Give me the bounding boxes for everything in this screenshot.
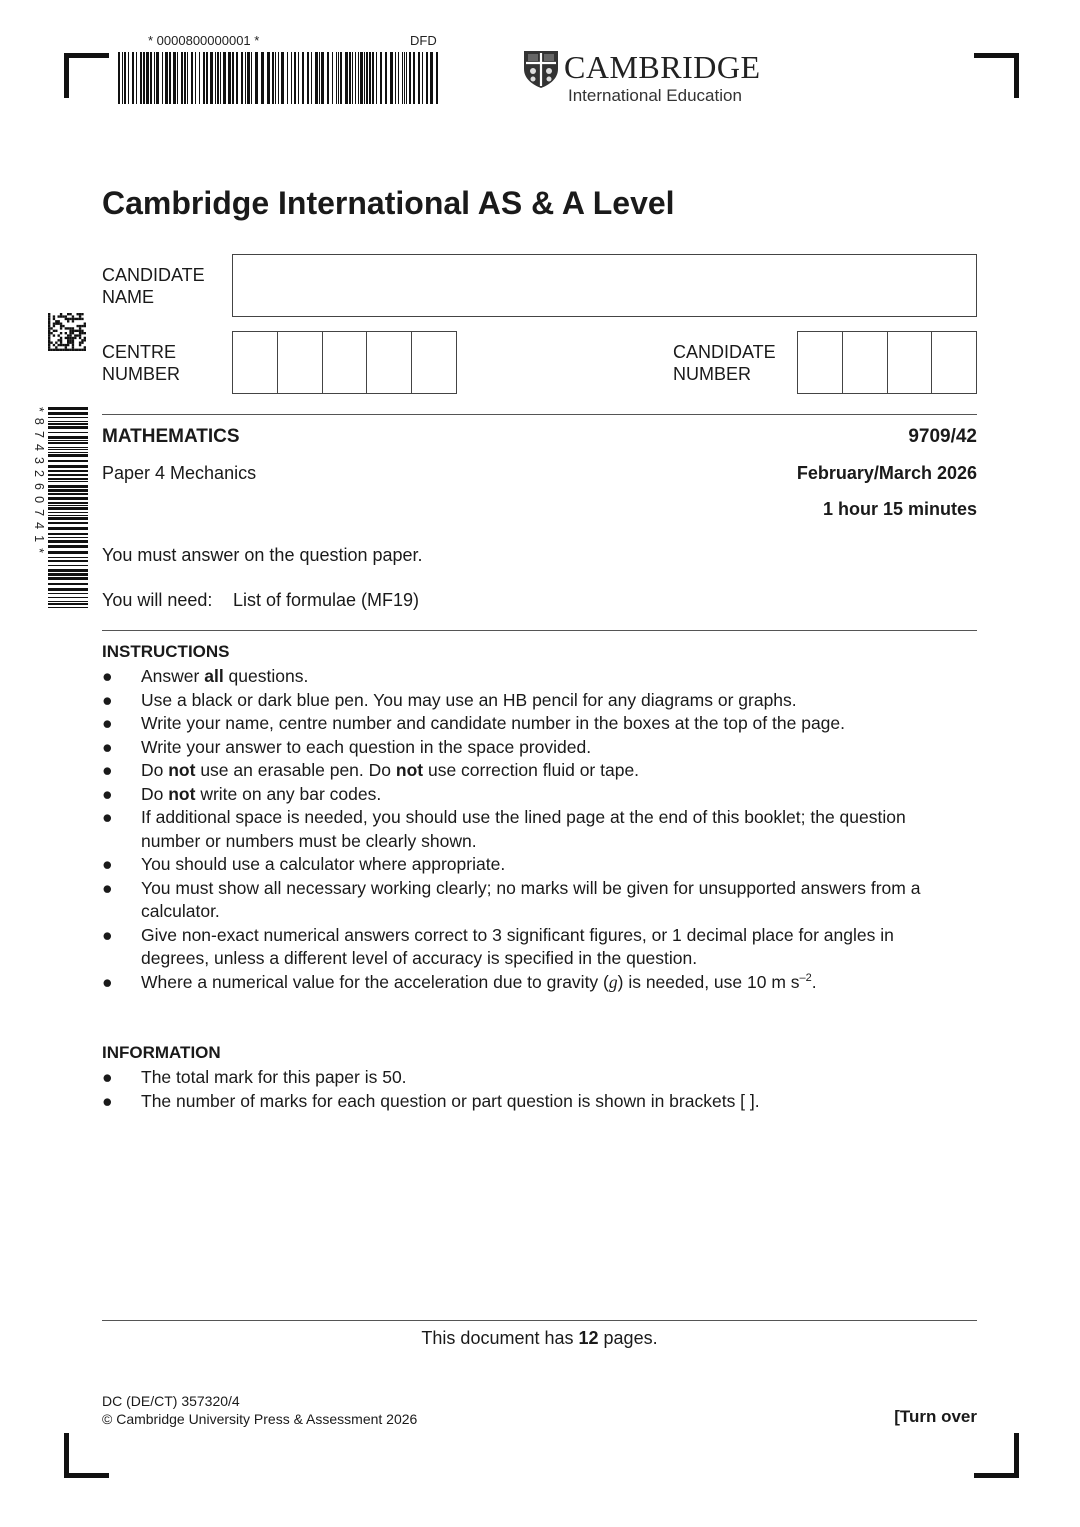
digit-box[interactable] xyxy=(842,332,887,393)
list-item: ● If additional space is needed, you should use the lined page at the end of this booklet; the question number or numbers must be clearly shown. xyxy=(102,807,906,851)
list-item: ● Where a numerical value for the acceleration due to gravity (g) is needed, use 10 m $s^{-2}$. xyxy=(102,971,817,992)
turn-over-label: [Turn over xyxy=(894,1407,977,1426)
list-item: ● Do not write on any bar codes. xyxy=(102,783,382,804)
page-count-note: This document has 12 pages. xyxy=(421,1328,658,1348)
qr-code-icon xyxy=(48,313,86,351)
list-item: ● Give non-exact numerical answers correct to 3 significant figures, or 1 decimal place for angles in degrees, unless a different level of accuracy is specified in the question. xyxy=(102,924,894,968)
exam-duration: 1 hour 15 minutes xyxy=(822,499,977,519)
divider xyxy=(102,1320,977,1321)
list-item: ● You should use a calculator where appropriate. xyxy=(102,854,506,874)
centre-number-label: CENTRE NUMBER xyxy=(102,342,181,384)
digit-box[interactable] xyxy=(277,332,322,393)
top-barcode xyxy=(118,52,444,104)
candidate-number-field[interactable] xyxy=(797,331,977,394)
digit-box[interactable] xyxy=(887,332,932,393)
side-barcode-text: * 8 7 4 3 2 6 0 7 4 1 * xyxy=(32,407,46,555)
instructions-heading: INSTRUCTIONS xyxy=(102,642,230,661)
page-title: Cambridge International AS & A Level xyxy=(102,185,675,221)
candidate-name-field[interactable] xyxy=(232,254,977,317)
list-item: ● Write your answer to each question in the space provided. xyxy=(102,736,592,757)
crop-mark-top-right xyxy=(974,53,1019,98)
cambridge-shield-icon xyxy=(522,49,560,89)
instructions-list xyxy=(102,665,952,994)
list-item: ● Write your name, centre number and candidate number in the boxes at the top of the page. xyxy=(102,713,845,733)
barcode-code: DFD xyxy=(410,33,437,48)
list-item: ● You must show all necessary working clearly; no marks will be given for unsupported answers from a calculator. xyxy=(102,877,921,921)
you-will-need-label: You will need: xyxy=(102,590,213,610)
digit-box[interactable] xyxy=(931,332,976,393)
list-item: ● Use a black or dark blue pen. You may use an HB pencil for any diagrams or graphs. xyxy=(102,689,797,710)
list-item: ● Answer all questions. xyxy=(102,666,309,686)
digit-box[interactable] xyxy=(411,332,456,393)
subject-title: MATHEMATICS xyxy=(102,426,240,447)
paper-name: Paper 4 Mechanics xyxy=(102,463,257,483)
information-heading: INFORMATION xyxy=(102,1043,221,1062)
list-item: ● The number of marks for each question or part question is shown in brackets [ ]. xyxy=(102,1090,760,1111)
document-reference: DC (DE/CT) 357320/4 xyxy=(102,1393,240,1409)
barcode-number: * 0000800000001 * xyxy=(148,33,260,48)
crop-mark-bottom-right xyxy=(974,1433,1019,1478)
digit-box[interactable] xyxy=(798,332,842,393)
digit-box[interactable] xyxy=(322,332,367,393)
crop-mark-top-left xyxy=(64,53,109,98)
digit-box[interactable] xyxy=(233,332,277,393)
answer-note: You must answer on the question paper. xyxy=(102,545,423,565)
list-item: ● Do not use an erasable pen. Do not use correction fluid or tape. xyxy=(102,760,640,780)
candidate-name-label: CANDIDATE NAME xyxy=(102,265,205,307)
exam-session: February/March 2026 xyxy=(796,463,977,483)
information-list xyxy=(102,1066,952,1113)
candidate-number-label: CANDIDATE NUMBER xyxy=(673,342,776,384)
list-item: ● The total mark for this paper is 50. xyxy=(102,1067,407,1087)
logo-subtitle: International Education xyxy=(568,86,742,105)
digit-box[interactable] xyxy=(366,332,411,393)
copyright-text: © Cambridge University Press & Assessment 2026 xyxy=(102,1411,418,1427)
divider xyxy=(102,630,977,631)
divider xyxy=(102,414,977,415)
paper-code: 9709/42 xyxy=(908,426,977,447)
you-will-need-item: List of formulae (MF19) xyxy=(233,590,420,610)
centre-number-field[interactable] xyxy=(232,331,457,394)
logo-wordmark: CAMBRIDGE xyxy=(564,49,761,85)
crop-mark-bottom-left xyxy=(64,1433,109,1478)
side-barcode xyxy=(48,407,88,612)
